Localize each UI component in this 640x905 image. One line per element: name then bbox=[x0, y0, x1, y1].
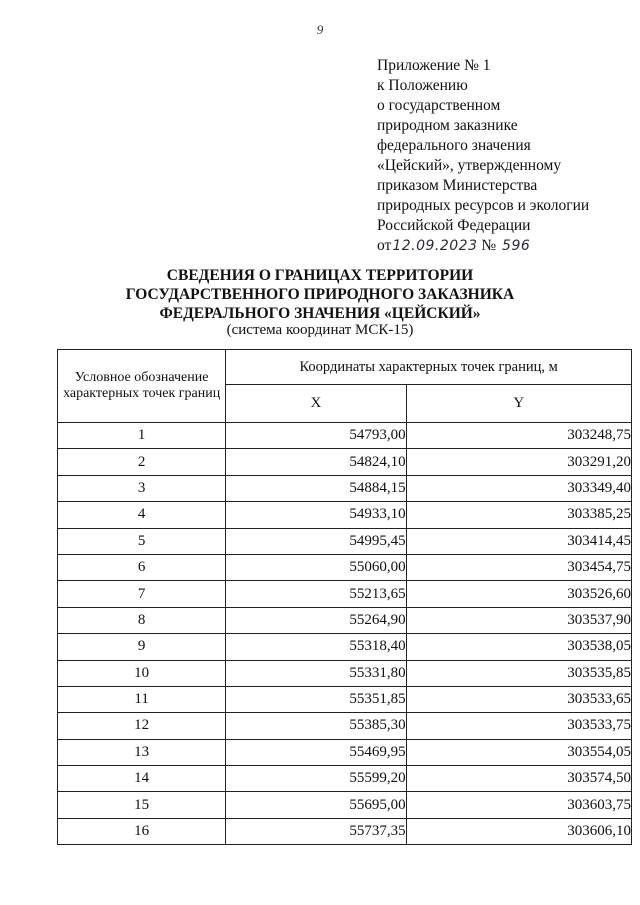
title-line: ГОСУДАРСТВЕННОГО ПРИРОДНОГО ЗАКАЗНИКА bbox=[125, 286, 515, 303]
cell-x: 54933,10 bbox=[226, 502, 406, 528]
cell-x: 55318,40 bbox=[226, 634, 406, 660]
page-number: 9 bbox=[316, 22, 324, 37]
cell-point: 3 bbox=[58, 475, 226, 501]
cell-point: 16 bbox=[58, 818, 226, 844]
cell-x: 55385,30 bbox=[226, 713, 406, 739]
document-title bbox=[0, 266, 640, 323]
cell-point: 14 bbox=[58, 766, 226, 792]
cell-y: 303603,75 bbox=[406, 792, 631, 818]
cell-y: 303533,65 bbox=[406, 686, 631, 712]
table-row bbox=[58, 502, 632, 528]
annex-line: природном заказнике bbox=[377, 117, 518, 134]
header-y: Y bbox=[406, 385, 631, 423]
cell-x: 55469,95 bbox=[226, 739, 406, 765]
table-row bbox=[58, 554, 632, 580]
cell-x: 55213,65 bbox=[226, 581, 406, 607]
coordinates-table-body bbox=[58, 423, 632, 845]
cell-point: 11 bbox=[58, 686, 226, 712]
annex-line: федерального значения bbox=[377, 137, 531, 154]
order-line bbox=[377, 236, 627, 256]
order-number-handwritten: 596 bbox=[502, 238, 531, 254]
header-coordinates: Координаты характерных точек границ, м bbox=[226, 350, 632, 385]
cell-point: 15 bbox=[58, 792, 226, 818]
cell-y: 303535,85 bbox=[406, 660, 631, 686]
table-row bbox=[58, 686, 632, 712]
cell-y: 303574,50 bbox=[406, 766, 631, 792]
annex-line: Российской Федерации bbox=[377, 217, 531, 234]
cell-x: 54995,45 bbox=[226, 528, 406, 554]
cell-y: 303537,90 bbox=[406, 607, 631, 633]
order-prefix: от bbox=[377, 237, 392, 254]
table-row bbox=[58, 449, 632, 475]
cell-point: 6 bbox=[58, 554, 226, 580]
annex-line: приказом Министерства bbox=[377, 177, 538, 194]
cell-y: 303349,40 bbox=[406, 475, 631, 501]
table-row bbox=[58, 792, 632, 818]
table-row bbox=[58, 713, 632, 739]
cell-x: 55737,35 bbox=[226, 818, 406, 844]
header-x: X bbox=[226, 385, 406, 423]
cell-point: 1 bbox=[58, 423, 226, 449]
cell-point: 8 bbox=[58, 607, 226, 633]
order-number-label: № bbox=[481, 237, 497, 254]
cell-y: 303533,75 bbox=[406, 713, 631, 739]
title-line: СВЕДЕНИЯ О ГРАНИЦАХ ТЕРРИТОРИИ bbox=[166, 267, 474, 284]
cell-y: 303385,25 bbox=[406, 502, 631, 528]
header-point-designation: Условное обозначение характерных точек границ bbox=[58, 350, 226, 423]
cell-x: 54884,15 bbox=[226, 475, 406, 501]
annex-line: «Цейский», утвержденному bbox=[377, 157, 562, 174]
cell-point: 12 bbox=[58, 713, 226, 739]
table-row bbox=[58, 660, 632, 686]
table-row bbox=[58, 475, 632, 501]
cell-point: 9 bbox=[58, 634, 226, 660]
table-row bbox=[58, 739, 632, 765]
cell-y: 303291,20 bbox=[406, 449, 631, 475]
table-row bbox=[58, 581, 632, 607]
cell-x: 55264,90 bbox=[226, 607, 406, 633]
cell-point: 5 bbox=[58, 528, 226, 554]
cell-y: 303414,45 bbox=[406, 528, 631, 554]
table-row bbox=[58, 528, 632, 554]
table-row bbox=[58, 766, 632, 792]
cell-y: 303454,75 bbox=[406, 554, 631, 580]
annex-line: природных ресурсов и экологии bbox=[377, 197, 590, 214]
annex-line: Приложение № 1 bbox=[377, 57, 491, 74]
order-date-handwritten: 12.09.2023 bbox=[392, 238, 478, 254]
table-row bbox=[58, 423, 632, 449]
cell-y: 303538,05 bbox=[406, 634, 631, 660]
cell-x: 55351,85 bbox=[226, 686, 406, 712]
cell-x: 54793,00 bbox=[226, 423, 406, 449]
cell-point: 10 bbox=[58, 660, 226, 686]
cell-point: 13 bbox=[58, 739, 226, 765]
table-row bbox=[58, 818, 632, 844]
annex-line: к Положению bbox=[377, 77, 468, 94]
cell-x: 55599,20 bbox=[226, 766, 406, 792]
table-row bbox=[58, 634, 632, 660]
coordinates-table bbox=[57, 349, 632, 845]
title-line: ФЕДЕРАЛЬНОГО ЗНАЧЕНИЯ «ЦЕЙСКИЙ» bbox=[159, 305, 481, 322]
cell-x: 54824,10 bbox=[226, 449, 406, 475]
cell-x: 55695,00 bbox=[226, 792, 406, 818]
table-row bbox=[58, 607, 632, 633]
cell-y: 303554,05 bbox=[406, 739, 631, 765]
coordinate-system-subtitle: (система координат МСК-15) bbox=[226, 322, 414, 338]
cell-point: 4 bbox=[58, 502, 226, 528]
cell-x: 55060,00 bbox=[226, 554, 406, 580]
cell-y: 303248,75 bbox=[406, 423, 631, 449]
cell-x: 55331,80 bbox=[226, 660, 406, 686]
cell-y: 303606,10 bbox=[406, 818, 631, 844]
cell-point: 2 bbox=[58, 449, 226, 475]
cell-point: 7 bbox=[58, 581, 226, 607]
annex-block bbox=[377, 56, 627, 256]
annex-line: о государственном bbox=[377, 97, 501, 114]
cell-y: 303526,60 bbox=[406, 581, 631, 607]
